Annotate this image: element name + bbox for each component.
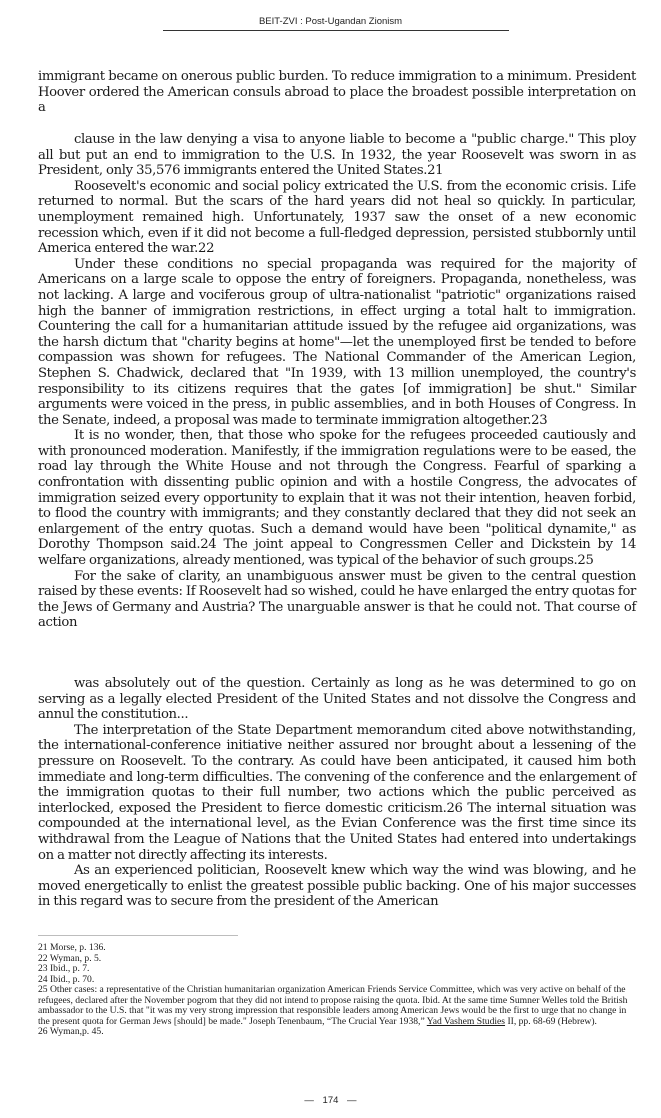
footnote-21: 21 Morse, p. 136. (38, 942, 106, 953)
paragraph: immigrant became on onerous public burden. To reduce immigration to a minimum. President Hoover ordered the American consuls abroad to place the broadest possible interpretation on a (38, 69, 636, 116)
paragraph: It is no wonder, then, that those who spoke for the refugees proceeded cautiously and with pronounced moderation. Manifestly, if the immigration regulations were to be eased, the road lay through the White House and not through the Congress. Fearful of sparking a confrontation with dissenting public opinion and with a hostile Congress, the advocates of immigration seized every opportunity to explain that it was not their intention, heaven forbid, to flood the country with immigrants; and they constantly declared that they did not seek an enlargement of the entry quotas. Such a demand would have been "political dynamite," as Dorothy Thompson said.24 The joint appeal to Congressmen Celler and Dickstein by 14 welfare organizations, already mentioned, was typical of the behavior of such groups.25 (38, 428, 636, 569)
page-number: — 174 — (304, 1095, 357, 1106)
footnote-22: 22 Wyman, p. 5. (38, 952, 102, 964)
paragraph: For the sake of clarity, an unambiguous answer must be given to the central question raised by these events: If Roosevelt had so wished, could he have enlarged the entry quotas for the Jews of Germany and Austria? The unarguable answer is that he could not. That course of action (38, 568, 636, 631)
footnote-23: 23 Ibid., p. 7. (38, 963, 90, 974)
running-head: BEIT-ZVI : Post-Ugandan Zionism (258, 16, 403, 27)
paragraph: was absolutely out of the question. Certainly as long as he was determined to go on serving as a legally elected President of the United States and not dissolve the Congress and annul the constitution... (38, 676, 636, 723)
footnotes (38, 943, 638, 1038)
header-rule (163, 30, 509, 31)
paragraph: As an experienced politician, Roosevelt knew which way the wind was blowing, and he moved energetically to enlist the greatest possible public backing. One of his major successes in this regard was to secure from the president of the American (38, 863, 636, 910)
footnote-25-citation: II, pp. 68-69 (Hebrew). (505, 1015, 597, 1027)
body-text-middle (38, 132, 636, 631)
paragraph: The interpretation of the State Department memorandum cited above notwithstanding, the international-conference initiative neither assured nor brought about a lessening of the pressure on Roosevelt. To the contrary. As could have been anticipated, it caused him both immediate and long-term difficulties. The convening of the conference and the enlargement of the immigration quotas to their full number, two actions which the public perceived as interlocked, exposed the President to fierce domestic criticism.26 The internal situation was compounded at the international level, as the Evian Conference was the first time since its withdrawal from the League of Nations that the United States had entered into undertakings on a matter not directly affecting its interests. (38, 722, 636, 863)
footnote-separator (38, 935, 238, 936)
paragraph: clause in the law denying a visa to anyone liable to become a "public charge." This ploy all but put an end to immigration to the U.S. In 1932, the year Roosevelt was sworn in as President, only 35,576 immigrants entered the United States.21 (38, 132, 636, 179)
footnote-26: 26 Wyman,p. 45. (38, 1026, 104, 1037)
paragraph: Under these conditions no special propaganda was required for the majority of Americans on a large scale to oppose the entry of foreigners. Propaganda, nonetheless, was not lacking. A large and vociferous group of ultra-nationalist "patriotic" organizations raised high the banner of immigration restrictions, in effect urging a total halt to immigration. Countering the call for a humanitarian attitude issued by the refugee aid organizations, was the harsh dictum that "charity begins at home"—let the unemployed first be tended to before compassion was shown for refugees. The National Commander of the American Legion, Stephen S. Chadwick, declared that "In 1939, with 13 million unemployed, the country's responsibility to its citizens requires that the gates [of immigration] be shut." Similar arguments were voiced in the press, in public assemblies, and in both Houses of Congress. In the Senate, indeed, a proposal was made to terminate immigration altogether.23 (38, 256, 636, 428)
footnote-25 (38, 985, 638, 1027)
body-text-bottom (38, 676, 636, 910)
body-text-top (38, 69, 636, 116)
journal-title: Yad Vashem Studies (426, 1015, 506, 1027)
footnote-24: 24 Ibid., p. 70. (38, 973, 95, 985)
paragraph: Roosevelt's economic and social policy extricated the U.S. from the economic crisis. Life returned to normal. But the scars of the hard years did not heal so quickly. In particular, unemployment remained high. Unfortunately, 1937 saw the onset of a new economic recession which, even if it did not become a full-fledged depression, persisted stubbornly until America entered the war.22 (38, 178, 636, 257)
footnote-25-text: 25 Other cases: a representative of the Christian humanitarian organization American Friends Service Committee, which was very active on behalf of the refugees, declared after the November pogrom that they did not intend to propose raising the quota. Ibid. At the same time Sumner Welles told the British ambassador to the U.S. that "it was my very strong impression that responsible leaders among American Jews would be the first to urge that no change in the present quota for German Jews [should] be made." Joseph Tenenbaum, “The Crucial Year 1938,” (38, 984, 628, 1027)
